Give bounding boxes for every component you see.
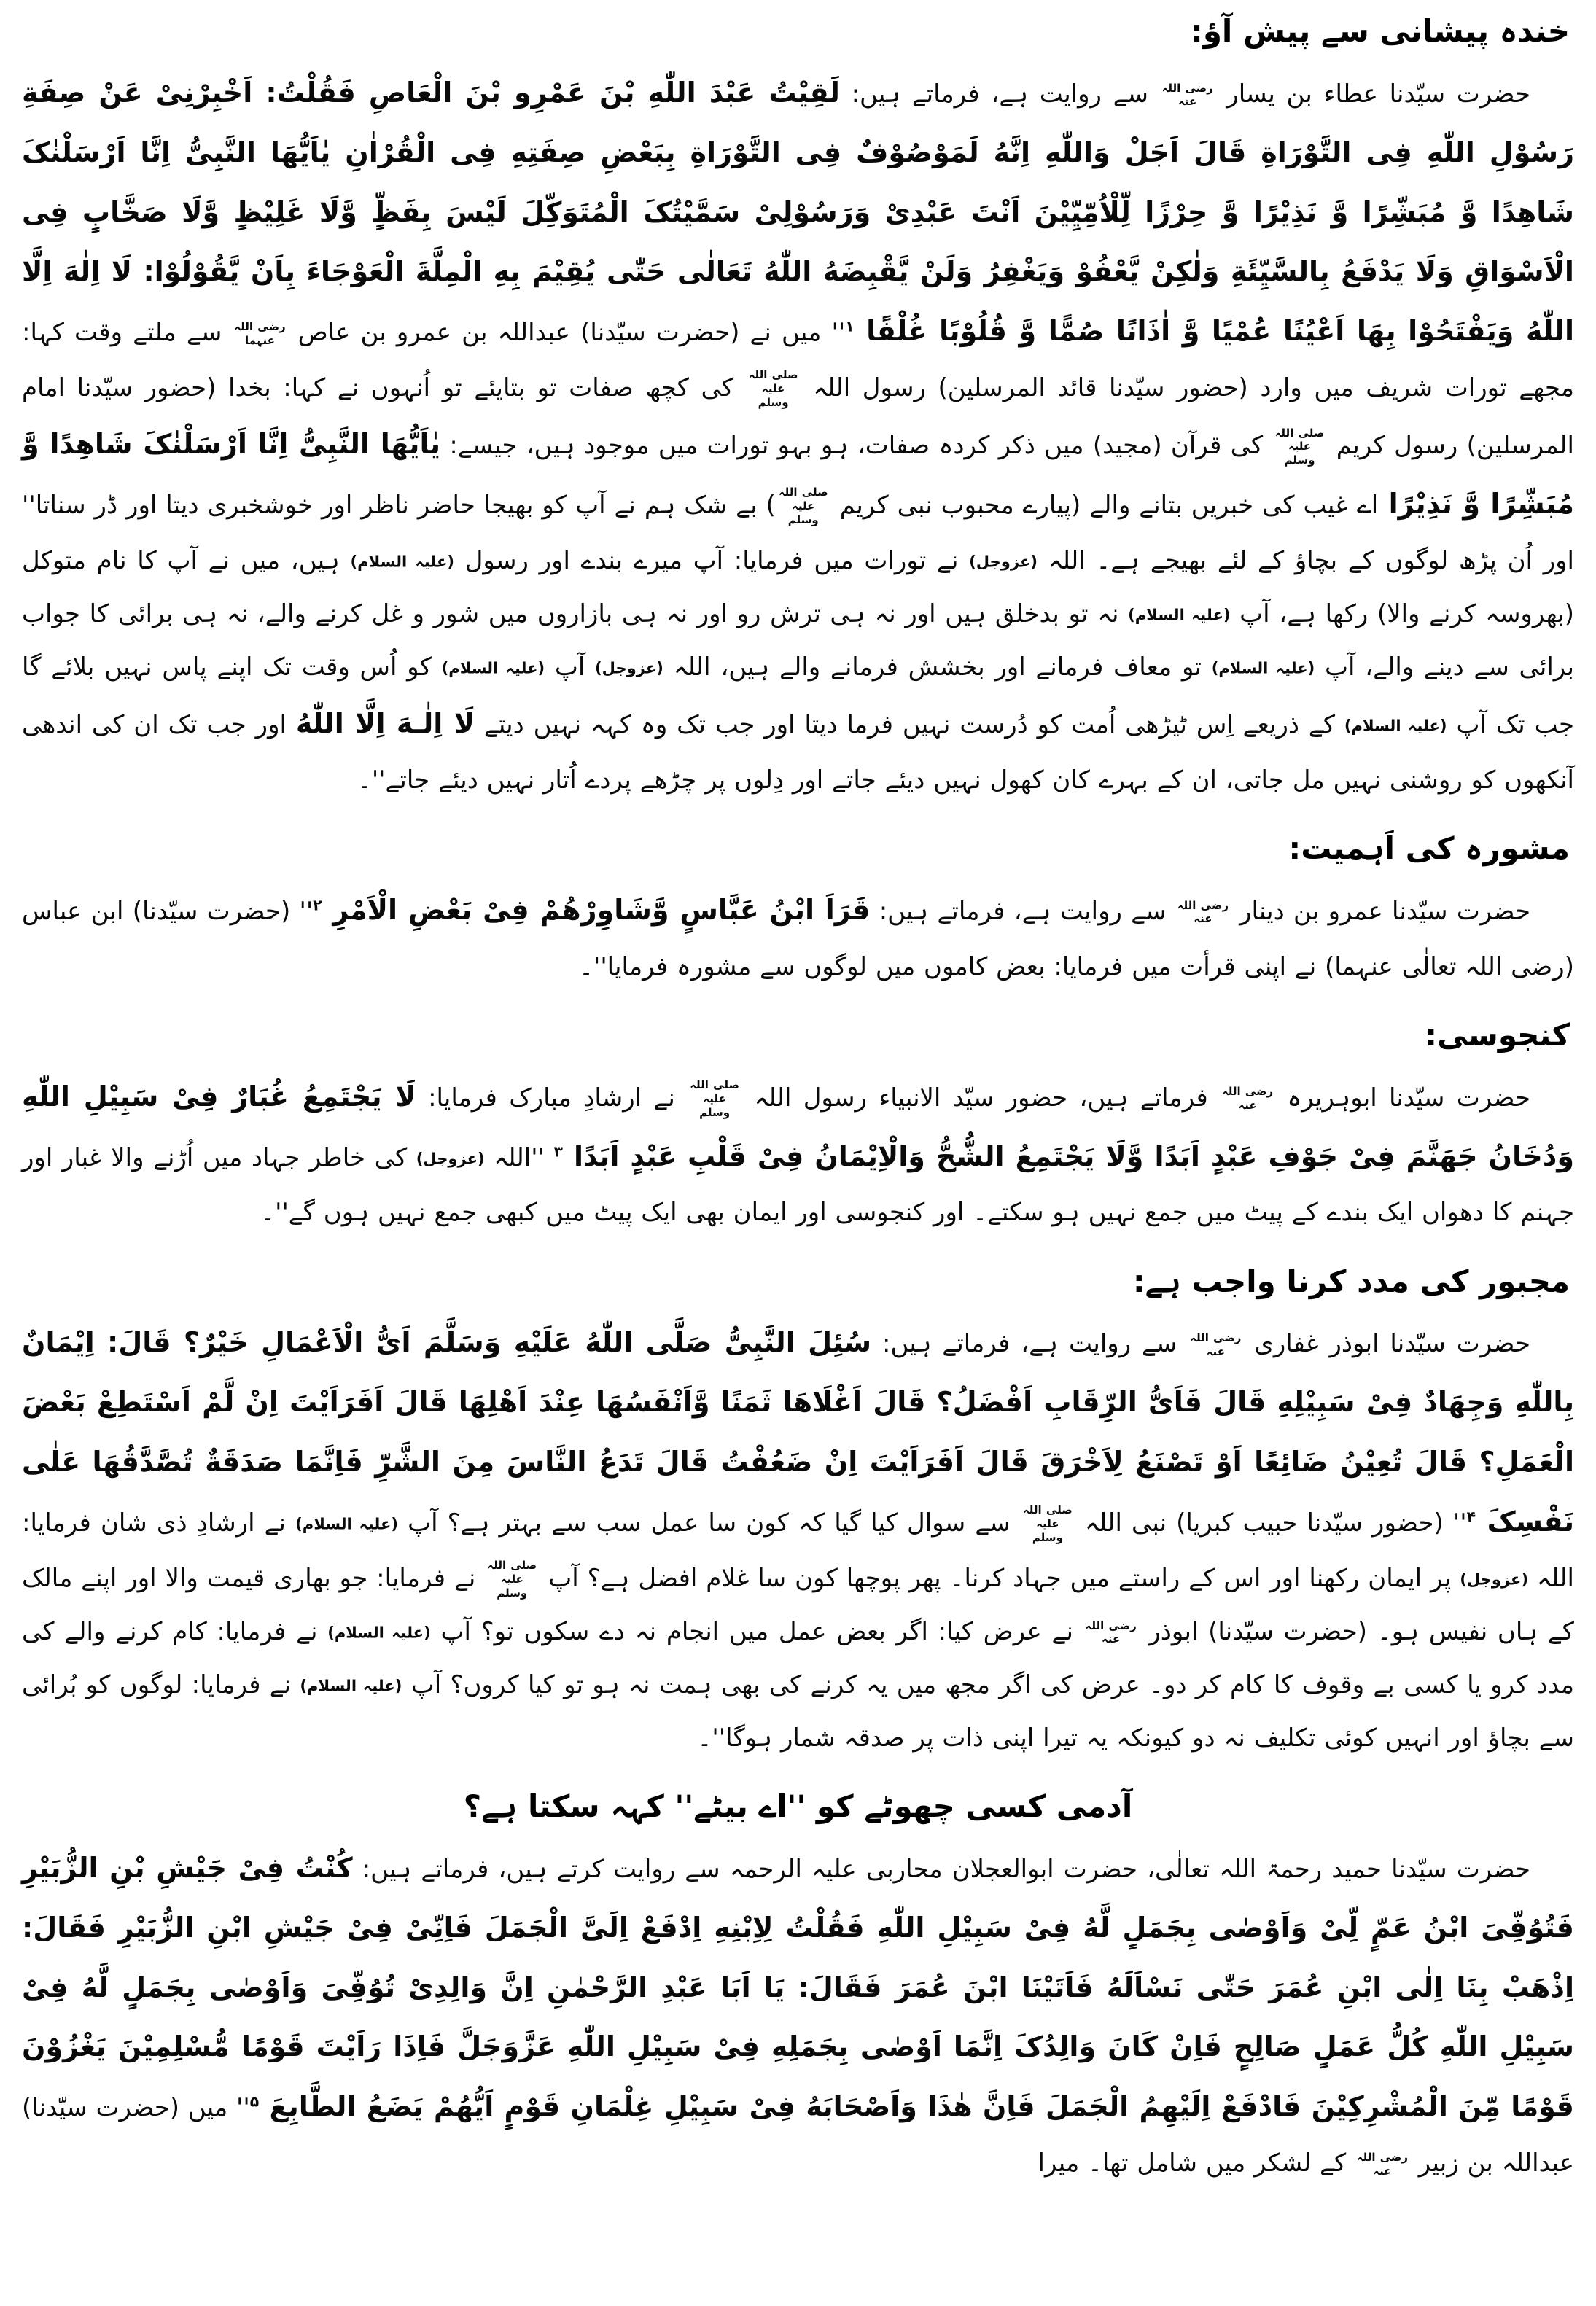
section-heading-mashwarah-ki-ahmiyat: مشورہ کی اَہمیت: — [1288, 830, 1570, 867]
urdu-text: حضرت سیّدنا ابوذر غفاری — [1243, 1329, 1530, 1359]
urdu-text: ) بے شک ہم نے آپ کو بھیجا حاضر ناظر اور خوشخبری دیتا اور ڈر سناتا'' اور اُن پڑھ لوگوں کے بچاؤ کے لئے بھیجے ہے۔ اللہ — [22, 491, 1574, 575]
paragraph-khandah-peshani — [22, 63, 1574, 807]
honorific-seal: (علیہ السلام) — [1211, 658, 1315, 677]
honorific-seal: صلی اللہ علیہ وسلم — [1274, 426, 1325, 467]
urdu-text: اور جب تک ان کی اندھی آنکھوں کو روشنی نہیں مل جاتی، ان کے بہرے کان کھول نہیں دیئے جاتے اور دِلوں پر چڑھے پردے اُتار نہیں دیئے جاتے''۔ — [22, 710, 1574, 795]
arabic-quote: کُنْتُ فِیْ جَیْشِ بْنِ الزُّبَیْرِ فَتُوُفِّیَ ابْنُ عَمٍّ لِّیْ وَاَوْصٰی بِجَمَلٍ لَّهُ فِیْ سَبِیْلِ اللّٰهِ فَقُلْتُ لِاِبْنِهِ اِدْفَعْ اِلَیَّ الْجَمَلَ فَاِنِّیْ فِیْ جَیْشِ ابْنِ الزُّبَیْرِ فَقَالَ: اِذْهَبْ بِنَا اِلٰی ابْنِ عُمَرَ حَتّٰی نَسْاَلَهُ فَاَتَیْنَا ابْنَ عُمَرَ فَقَالَ: یَا اَبَا عَبْدِ الرَّحْمٰنِ اِنَّ وَالِدِیْ تُوُفِّیَ وَاَوْصٰی بِجَمَلٍ لَّهُ فِیْ سَبِیْلِ اللّٰهِ کُلُّ عَمَلٍ صَالِحٍ فَاِنْ کَانَ وَالِدُکَ اِنَّمَا اَوْصٰی بِجَمَلِهِ فِیْ سَبِیْلِ اللّٰهِ عَزَّوَجَلَّ فَاِذَا رَاَیْتَ قَوْمًا مُّسْلِمِیْنَ یَغْزُوْنَ قَوْمًا مِّنَ الْمُشْرِکِیْنَ فَادْفَعْ اِلَیْهِمُ الْجَمَلَ فَاِنَّ هٰذَا وَاَصْحَابَهُ فِیْ سَبِیْلِ غِلْمَانِ قَوْمٍ اَیُّهُمْ یَضَعُ الطَّابِعَ — [22, 1851, 1574, 2123]
paragraph-majboor-ki-madad — [22, 1313, 1574, 1765]
honorific-seal: صلی اللہ علیہ وسلم — [690, 1078, 739, 1119]
footnote-marker: ۱ — [845, 317, 855, 335]
honorific-seal: (عزوجل) — [416, 1149, 485, 1168]
urdu-text: نے ارشادِ ذی شان فرمایا: اللہ — [22, 1508, 1575, 1593]
section-heading-majboor-ki-madad: مجبور کی مدد کرنا واجب ہے: — [1132, 1263, 1570, 1299]
honorific-seal: (علیہ السلام) — [327, 1623, 431, 1642]
urdu-text: سے روایت ہے، فرماتے ہیں: — [839, 79, 1160, 109]
urdu-text: حضرت سیّدنا ابوہریرہ — [1275, 1083, 1530, 1113]
paragraph-aye-bete-kehna — [22, 1839, 1574, 2190]
honorific-seal: (علیہ السلام) — [295, 1514, 398, 1533]
honorific-seal: رضی اللہ عنہ — [1356, 2150, 1409, 2178]
urdu-text: نے فرمایا: جو بھاری قیمت والا اور اپنے مالک کے ہاں نفیس ہو۔ (حضرت سیّدنا) ابوذر — [22, 1563, 1574, 1646]
honorific-seal: رضی اللہ عنہ — [1221, 1085, 1274, 1113]
footnote-marker: ۲ — [313, 896, 322, 914]
footnote-marker: ۳ — [553, 1142, 563, 1161]
honorific-seal: رضی اللہ عنہ — [1085, 1619, 1137, 1646]
arabic-quote: قَرَاَ ابْنُ عَبَّاسٍ وَّشَاوِرْهُمْ فِیْ بَعْضِ الْاَمْرِ — [322, 893, 871, 926]
arabic-quote: لَقِیْتُ عَبْدَ اللّٰهِ بْنَ عَمْرِو بْنَ الْعَاصِ فَقُلْتُ: اَخْبِرْنِیْ عَنْ صِفَةِ رَسُوْلِ اللّٰهِ فِی التَّوْرَاةِ قَالَ اَجَلْ وَاللّٰهِ اِنَّهُ لَمَوْصُوْفٌ فِی التَّوْرَاةِ بِبَعْضِ صِفَتِهِ فِی الْقُرْاٰنِ یٰاَیُّهَا النَّبِیُّ اِنَّا اَرْسَلْنٰکَ شَاهِدًا وَّ مُبَشِّرًا وَّ نَذِیْرًا وَّ حِرْزًا لِّلْاُمِّیِّیْنَ اَنْتَ عَبْدِیْ وَرَسُوْلِیْ سَمَّیْتُکَ الْمُتَوَکِّلَ لَیْسَ بِفَظٍّ وَّلَا غَلِیْظٍ وَّلَا صَخَّابٍ فِی الْاَسْوَاقِ وَلَا یَدْفَعُ بِالسَّیِّئَةِ وَلٰکِنْ یَّعْفُوْ وَیَغْفِرُ وَلَنْ یَّقْبِضَهُ اللّٰهُ تَعَالٰی حَتّٰی یُقِیْمَ بِهِ الْمِلَّةَ الْعَوْجَاءَ بِاَنْ یَّقُوْلُوْا: لَا اِلٰهَ اِلَّا اللّٰهُ وَیَفْتَحُوْا بِهَا اَعْیُنًا عُمْیًا وَّ اٰذَانًا صُمًّا وَّ قُلُوْبًا غُلْفًا — [22, 76, 1574, 348]
arabic-quote: لَا اِلٰـهَ اِلَّا اللّٰهُ — [295, 707, 475, 740]
urdu-text: ہیں، میں نے آپ کا نام متوکل (بھروسہ کرنے والا) رکھا ہے، آپ — [22, 545, 1575, 628]
urdu-text: سے ملتے وقت کہا: مجھے تورات شریف میں وارد (حضور سیّدنا قائد المرسلین) رسول اللہ — [22, 318, 1574, 403]
urdu-text: نے ارشادِ مبارک فرمایا: — [416, 1083, 688, 1113]
arabic-quote: لَا یَجْتَمِعُ غُبَارٌ فِیْ سَبِیْلِ اللّٰهِ وَدُخَانُ جَهَنَّمَ فِیْ جَوْفِ عَبْدٍ اَبَدًا وَّلَا یَجْتَمِعُ الشُّحُّ وَالْاِیْمَانُ فِیْ قَلْبِ عَبْدٍ اَبَدًا — [22, 1080, 1575, 1172]
urdu-text: نہ تو بدخلق ہیں اور نہ ہی ترش رو اور نہ ہی بازاروں میں شور و غل کرنے والے، نہ ہی برائی کا جواب برائی سے دینے والے، آپ — [22, 599, 1575, 682]
urdu-text: کی قرآن (مجید) میں ذکر کردہ صفات، ہو بہو تورات میں موجود ہیں، جیسے: — [440, 431, 1272, 461]
arabic-quote: سُئِلَ النَّبِیُّ صَلَّی اللّٰهُ عَلَیْهِ وَسَلَّمَ اَیُّ الْاَعْمَالِ خَیْرٌ؟ قَالَ: اِیْمَانٌ بِاللّٰهِ وَجِهَادٌ فِیْ سَبِیْلِهِ قَالَ فَاَیُّ الرِّقَابِ اَفْضَلُ؟ قَالَ اَغْلَاهَا ثَمَنًا وَّاَنْفَسُهَا عِنْدَ اَهْلِهَا قَالَ اَفَرَاَیْتَ اِنْ لَّمْ اَسْتَطِعْ بَعْضَ الْعَمَلِ؟ قَالَ تُعِیْنُ ضَائِعًا اَوْ تَصْنَعُ لِاَخْرَقَ قَالَ اَفَرَاَیْتَ اِنْ ضَعُفْتُ قَالَ تَدَعُ النَّاسَ مِنَ الشَّرِّ فَاِنَّمَا صَدَقَةٌ تُصَّدَّقُهَا عَلٰی نَفْسِکَ — [22, 1326, 1575, 1538]
urdu-text: فرماتے ہیں، حضور سیّد الانبیاء رسول اللہ — [742, 1083, 1221, 1113]
honorific-seal: صلی اللہ علیہ وسلم — [778, 486, 828, 526]
urdu-text: نے تورات میں فرمایا: آپ میرے بندے اور رسول — [454, 545, 970, 575]
urdu-text: '' (حضرت سیّدنا) ابن عباس (رضی اللہ تعالٰی عنہما) نے اپنی قرأت میں فرمایا: بعض کاموں میں لوگوں سے مشورہ فرمایا''۔ — [22, 896, 1574, 981]
honorific-seal: (علیہ السلام) — [1128, 605, 1231, 624]
honorific-seal: (علیہ السلام) — [350, 552, 455, 571]
urdu-text: حضرت سیّدنا حمید رحمۃ اللہ تعالٰی، حضرت ابوالعجلان محاربی علیہ الرحمہ سے روایت کرتے ہیں، فرماتے ہیں: — [352, 1854, 1530, 1884]
honorific-seal: صلی اللہ علیہ وسلم — [748, 368, 798, 409]
honorific-seal: رضی اللہ عنہ — [1161, 81, 1213, 109]
paragraph-kanjusi — [22, 1067, 1574, 1240]
urdu-text: سے روایت ہے، فرماتے ہیں: — [871, 1329, 1188, 1359]
honorific-seal: (علیہ السلام) — [441, 658, 545, 677]
honorific-seal: (عزوجل) — [969, 552, 1038, 571]
arabic-quote: یٰاَیُّهَا النَّبِیُّ اِنَّا اَرْسَلْنٰکَ شَاهِدًا وَّ مُبَشِّرًا وَّ نَذِیْرًا — [22, 428, 1574, 521]
urdu-text: نے فرمایا: لوگوں کو بُرائی سے بچاؤ اور انہیں کوئی تکلیف نہ دو کیونکہ یہ تیرا اپنی ذات پر صدقہ شمار ہوگا''۔ — [22, 1670, 1574, 1753]
urdu-text: اے غیب کی خبریں بتانے والے (پیارے محبوب نبی کریم — [830, 491, 1379, 521]
paragraph-mashwarah-ki-ahmiyat — [22, 881, 1574, 994]
urdu-text: نے فرمایا: کام کرنے والے کی مدد کرو یا کسی بے وقوف کا کام کر دو۔ عرض کی اگر مجھ میں یہ کرنے کی بھی ہمت نہ ہو تو کیا کروں؟ آپ — [22, 1616, 1575, 1699]
urdu-text: ''اللہ — [484, 1142, 554, 1172]
urdu-text: کو اُس وقت تک اپنے پاس نہیں بلائے گا جب تک آپ — [22, 653, 1574, 740]
footnote-marker: ۴ — [1466, 1508, 1476, 1526]
urdu-text: '' (حضور سیّدنا حبیب کبریا) نبی اللہ — [1075, 1508, 1467, 1538]
honorific-seal: (علیہ السلام) — [300, 1676, 402, 1695]
urdu-text: حضرت سیّدنا عطاء بن یسار — [1215, 79, 1530, 109]
urdu-text: آپ — [545, 653, 596, 682]
honorific-seal: (علیہ السلام) — [1344, 716, 1447, 735]
urdu-text: کی کچھ صفات تو بتایئے تو اُنہوں نے کہا: بخدا (حضور سیّدنا امام المرسلین) رسول کریم — [22, 373, 1574, 461]
urdu-text: تو معاف فرمانے اور بخشش فرمانے والے ہیں، اللہ — [663, 653, 1212, 682]
honorific-seal: رضی اللہ عنہ — [1177, 898, 1229, 926]
section-heading-kanjusi: کنجوسی: — [1425, 1016, 1570, 1053]
urdu-text: کے ذریعے اِس ٹیڑھی اُمت کو دُرست نہیں فرما دیتا اور جب تک وہ کہہ نہیں دیتے — [475, 710, 1344, 740]
urdu-text: حضرت سیّدنا عمرو بن دینار — [1230, 896, 1530, 926]
urdu-text: نے عرض کیا: اگر بعض عمل میں انجام نہ دے سکوں تو؟ آپ — [430, 1616, 1083, 1646]
section-heading-khandah-peshani: خندہ پیشانی سے پیش آؤ: — [1191, 13, 1570, 49]
honorific-seal: رضی اللہ عنہ — [1190, 1331, 1242, 1358]
footnote-marker: ۵ — [249, 2093, 260, 2111]
urdu-text: کے لشکر میں شامل تھا۔ میرا — [1038, 2149, 1355, 2178]
urdu-text: '' میں (حضرت سیّدنا) عبداللہ بن زبیر — [22, 2093, 1574, 2178]
honorific-seal: صلی اللہ علیہ وسلم — [487, 1559, 537, 1600]
urdu-text: '' میں نے (حضرت سیّدنا) عبداللہ بن عمرو بن عاص — [287, 318, 846, 348]
honorific-seal: (عزوجل) — [1460, 1570, 1529, 1589]
urdu-text: پر ایمان رکھنا اور اس کے راستے میں جہاد کرنا۔ پھر پوچھا کون سا غلام افضل ہے؟ آپ — [540, 1563, 1460, 1593]
urdu-text: سے روایت ہے، فرماتے ہیں: — [870, 896, 1175, 926]
urdu-text: سے سوال کیا گیا کہ کون سا عمل سب سے بہتر ہے؟ آپ — [398, 1508, 1020, 1538]
urdu-text: کی خاطر جہاد میں اُڑنے والا غبار اور جہنم کا دھواں ایک بندے کے پیٹ میں جمع نہیں ہو سکتے۔ اور کنجوسی اور ایمان بھی ایک پیٹ میں کبھی جمع نہیں ہوں گے''۔ — [22, 1142, 1574, 1228]
honorific-seal: (عزوجل) — [595, 658, 663, 677]
honorific-seal: رضی اللہ عنہما — [234, 319, 286, 347]
honorific-seal: صلی اللہ علیہ وسلم — [1022, 1503, 1073, 1544]
section-heading-aye-bete-kehna: آدمی کسی چھوٹے کو ''اے بیٹے'' کہہ سکتا ہے؟ — [463, 1788, 1133, 1825]
